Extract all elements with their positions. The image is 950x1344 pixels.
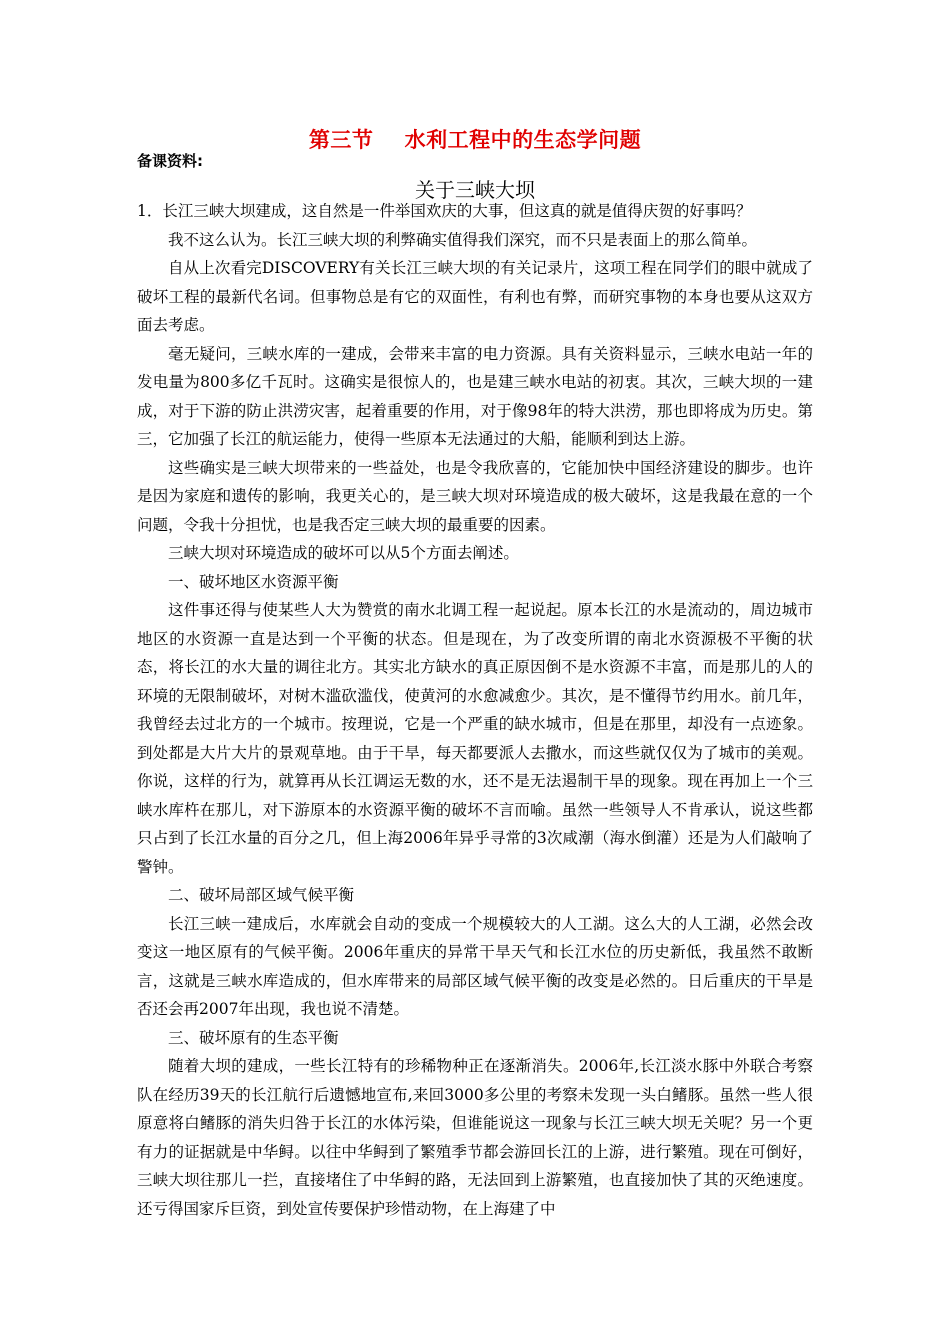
paragraph: 我不这么认为。长江三峡大坝的利弊确实值得我们深究，而不只是表面上的那么简单。 xyxy=(168,230,758,249)
paragraph: 这件事还得与使某些人大为赞赏的南水北调工程一起说起。原本长江的水是流动的，周边城市地区的水资源一直是达到一个平衡的状态。但是现在，为了改变所谓的南北水资源极不平衡的状态，将长江的水大量的调往北方。其实北方缺水的真正原因倒不是水资源不丰富，而是那儿的人的环境的无限制破坏，对树木滥砍滥伐，使黄河的水愈减愈少。其次，是不懂得节约用水。前几年，我曾经去过北方的一个城市。按理说，它是一个严重的缺水城市，但是在那里，却没有一点迹象。到处都是大片大片的景观草地。由于干旱，每天都要派人去撒水，而这些就仅仅为了城市的美观。你说，这样的行为，就算再从长江调运无数的水，还不是无法遏制干旱的现象。现在再加上一个三峡水库杵在那儿，对下游原本的水资源平衡的破坏不言而喻。虽然一些领导人不肯承认，说这些都只占到了长江水量的百分之几，但上海2006年异乎寻常的3次咸潮（海水倒灌）还是为人们敲响了警钟。 xyxy=(137,601,813,876)
paragraph: 自从上次看完DISCOVERY有关长江三峡大坝的有关记录片，这项工程在同学们的眼中就成了破坏工程的最新代名词。但事物总是有它的双面性，有利也有弊，而研究事物的本身也要从这双方面去考虑。 xyxy=(137,259,813,334)
paragraph: 这些确实是三峡大坝带来的一些益处，也是令我欣喜的，它能加快中国经济建设的脚步。也许是因为家庭和遗传的影响，我更关心的，是三峡大坝对环境造成的极大破坏，这是我最在意的一个问题，令我十分担忧，也是我否定三峡大坝的最重要的因素。 xyxy=(137,458,813,534)
section-heading: 一、破坏地区水资源平衡 xyxy=(168,572,339,591)
article-title: 关于三峡大坝 xyxy=(415,178,535,202)
prep-label: 备课资料: xyxy=(137,152,203,170)
paragraph: 三峡大坝对环境造成的破坏可以从5个方面去阐述。 xyxy=(168,544,519,562)
article-body xyxy=(137,197,813,1223)
paragraph: 毫无疑问，三峡水库的一建成，会带来丰富的电力资源。具有关资料显示，三峡水电站一年的发电量为800多亿千瓦时。这确实是很惊人的，也是建三峡水电站的初衷。其次，三峡大坝的一建成，对于下游的防止洪涝灾害，起着重要的作用，对于像98年的特大洪涝，那也即将成为历史。第三，它加强了长江的航运能力，使得一些原本无法通过的大船，能顺利到达上游。 xyxy=(137,344,813,448)
section-heading: 三、破坏原有的生态平衡 xyxy=(168,1028,339,1047)
paragraph: 随着大坝的建成，一些长江特有的珍稀物种正在逐渐消失。2006年,长江淡水豚中外联合考察队在经历39天的长江航行后遗憾地宣布,来回3000多公里的考察未发现一头白鳍豚。虽然一些人很原意将白鳍豚的消失归咎于长江的水体污染，但谁能说这一现象与长江三峡大坝无关呢？另一个更有力的证据就是中华鲟。以往中华鲟到了繁殖季节都会游回长江的上游，进行繁殖。现在可倒好，三峡大坝往那儿一拦，直接堵住了中华鲟的路，无法回到上游繁殖，也直接加快了其的灭绝速度。还亏得国家斥巨资，到处宣传要保护珍惜动物，在上海建了中 xyxy=(137,1057,813,1218)
paragraph: 长江三峡一建成后，水库就会自动的变成一个规模较大的人工湖。这么大的人工湖，必然会改变这一地区原有的气候平衡。2006年重庆的异常干旱天气和长江水位的历史新低，我虽然不敢断言，这就是三峡水库造成的，但水库带来的局部区域气候平衡的改变是必然的。日后重庆的干旱是否还会再2007年出现，我也说不清楚。 xyxy=(137,914,813,1018)
paragraph: 1．长江三峡大坝建成，这自然是一件举国欢庆的大事，但这真的就是值得庆贺的好事吗？ xyxy=(137,202,752,220)
section-heading: 二、破坏局部区域气候平衡 xyxy=(168,886,355,904)
page-title: 第三节 水利工程中的生态学问题 xyxy=(308,128,642,152)
